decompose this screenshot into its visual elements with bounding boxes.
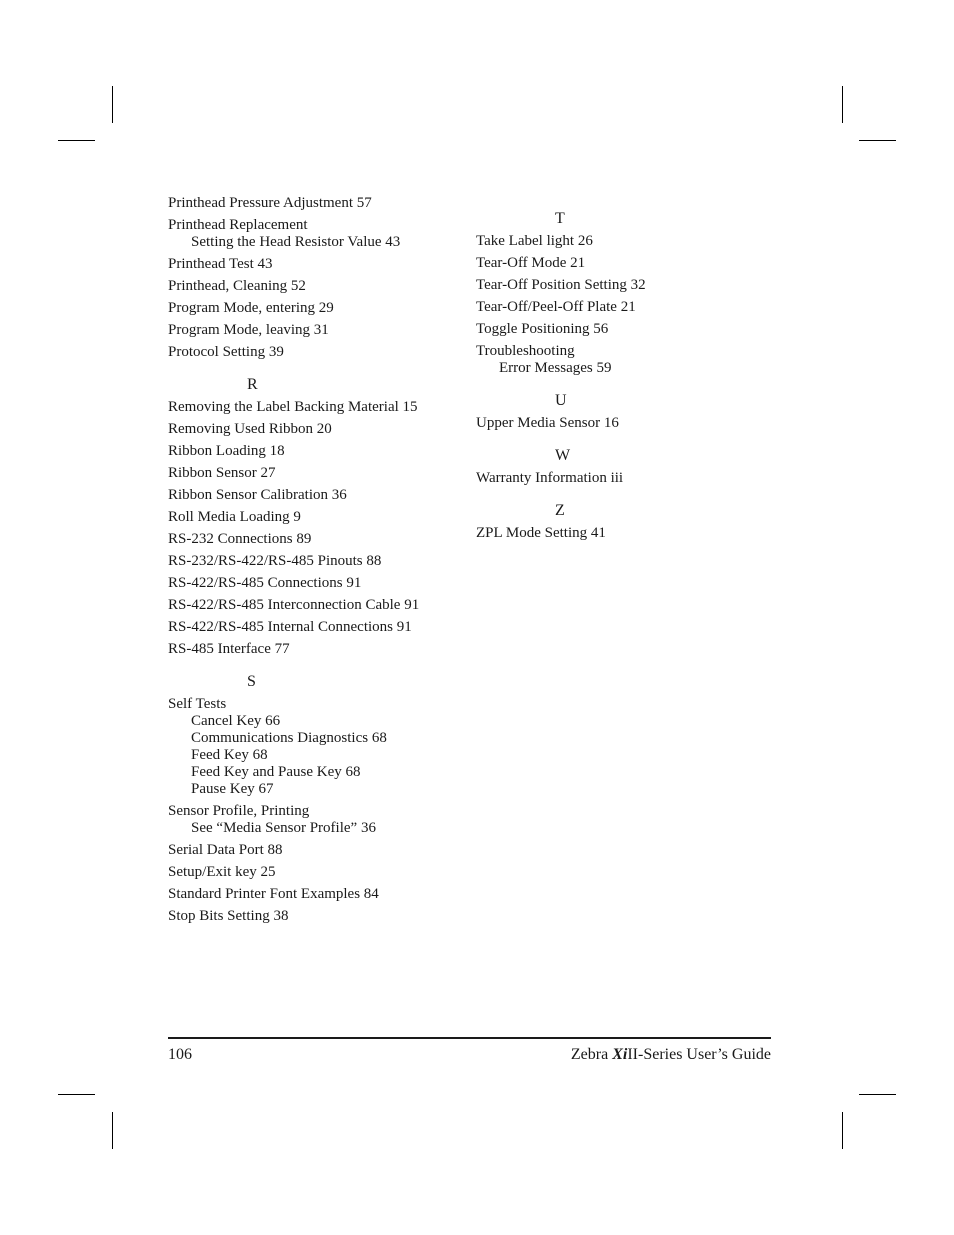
index-entry-main: RS-485 Interface 77 bbox=[168, 641, 290, 657]
index-entry bbox=[168, 300, 458, 317]
index-entry bbox=[168, 842, 458, 859]
index-entry-main: RS-422/RS-485 Interconnection Cable 91 bbox=[168, 597, 420, 613]
index-entry-main: Setup/Exit key 25 bbox=[168, 864, 276, 880]
index-entry bbox=[168, 509, 458, 526]
index-entry bbox=[168, 619, 458, 636]
index-entry bbox=[168, 256, 458, 273]
crop-mark-top-left-horizontal bbox=[58, 140, 95, 141]
index-entry-main: Removing Used Ribbon 20 bbox=[168, 421, 332, 437]
crop-mark-bottom-left-vertical bbox=[112, 1112, 113, 1149]
crop-mark-top-left-vertical bbox=[112, 86, 113, 123]
index-entry bbox=[168, 443, 458, 460]
index-entry bbox=[476, 233, 776, 250]
index-entry-main: Upper Media Sensor 16 bbox=[476, 415, 619, 431]
index-entry bbox=[168, 864, 458, 881]
index-entry bbox=[168, 575, 458, 592]
index-entry-main: Protocol Setting 39 bbox=[168, 344, 284, 360]
index-subentry: See “Media Sensor Profile” 36 bbox=[191, 820, 376, 836]
index-entry bbox=[168, 344, 458, 361]
index-entry-main: Program Mode, entering 29 bbox=[168, 300, 334, 316]
index-subentry: Feed Key and Pause Key 68 bbox=[191, 764, 361, 780]
index-column-right bbox=[476, 195, 776, 547]
index-entry bbox=[476, 415, 776, 432]
index-entry-main: Tear-Off Mode 21 bbox=[476, 255, 586, 271]
index-entry-main: ZPL Mode Setting 41 bbox=[476, 525, 606, 541]
index-entry-main: Printhead, Cleaning 52 bbox=[168, 278, 306, 294]
index-entry-main: Ribbon Sensor 27 bbox=[168, 465, 276, 481]
index-letter-heading: U bbox=[555, 392, 567, 409]
footer-rule bbox=[168, 1037, 771, 1039]
crop-mark-bottom-right-horizontal bbox=[859, 1094, 896, 1095]
index-entry-main: Toggle Positioning 56 bbox=[476, 321, 609, 337]
index-entry-main: Removing the Label Backing Material 15 bbox=[168, 399, 418, 415]
index-letter-heading: T bbox=[555, 210, 565, 227]
index-entry bbox=[168, 553, 458, 570]
index-entry-main: Standard Printer Font Examples 84 bbox=[168, 886, 379, 902]
index-entry-main: Program Mode, leaving 31 bbox=[168, 322, 329, 338]
index-entry bbox=[168, 641, 458, 658]
index-entry-main: Sensor Profile, Printing bbox=[168, 803, 310, 819]
index-entry bbox=[476, 470, 776, 487]
index-subentry: Error Messages 59 bbox=[499, 360, 612, 376]
index-subentry: Cancel Key 66 bbox=[191, 713, 281, 729]
index-entry bbox=[476, 255, 776, 272]
index-entry bbox=[168, 696, 458, 798]
index-entry bbox=[168, 195, 458, 212]
index-entry-main: Warranty Information iii bbox=[476, 470, 624, 486]
index-subentry: Communications Diagnostics 68 bbox=[191, 730, 387, 746]
index-entry bbox=[476, 277, 776, 294]
index-entry-main: Ribbon Sensor Calibration 36 bbox=[168, 487, 347, 503]
index-letter-heading: Z bbox=[555, 502, 565, 519]
index-entry-main: Ribbon Loading 18 bbox=[168, 443, 285, 459]
index-entry-main: Self Tests bbox=[168, 696, 227, 712]
index-entry-main: Troubleshooting bbox=[476, 343, 575, 359]
index-entry bbox=[168, 908, 458, 925]
index-letter-heading: W bbox=[555, 447, 571, 464]
index-subentry: Feed Key 68 bbox=[191, 747, 268, 763]
index-entry bbox=[168, 421, 458, 438]
index-subentry: Setting the Head Resistor Value 43 bbox=[191, 234, 401, 250]
index-entry-main: Printhead Test 43 bbox=[168, 256, 273, 272]
index-entry-main: RS-232 Connections 89 bbox=[168, 531, 312, 547]
index-entry-main: Stop Bits Setting 38 bbox=[168, 908, 289, 924]
index-entry-main: Serial Data Port 88 bbox=[168, 842, 283, 858]
index-entry bbox=[476, 321, 776, 338]
index-entry bbox=[168, 803, 458, 837]
index-entry bbox=[168, 487, 458, 504]
index-letter-heading: S bbox=[247, 673, 256, 690]
index-entry bbox=[476, 525, 776, 542]
index-entry bbox=[168, 217, 458, 251]
guide-title-emphasis: Xi bbox=[612, 1046, 628, 1063]
guide-title bbox=[571, 1046, 771, 1064]
crop-mark-bottom-right-vertical bbox=[842, 1112, 843, 1149]
crop-mark-bottom-left-horizontal bbox=[58, 1094, 95, 1095]
index-entry bbox=[168, 531, 458, 548]
index-entry-main: RS-232/RS-422/RS-485 Pinouts 88 bbox=[168, 553, 382, 569]
crop-mark-top-right-horizontal bbox=[859, 140, 896, 141]
index-subentry: Pause Key 67 bbox=[191, 781, 274, 797]
index-entry bbox=[168, 399, 458, 416]
index-entry-main: Tear-Off/Peel-Off Plate 21 bbox=[476, 299, 636, 315]
index-entry-main: Printhead Pressure Adjustment 57 bbox=[168, 195, 372, 211]
index-entry-main: RS-422/RS-485 Internal Connections 91 bbox=[168, 619, 412, 635]
index-entry bbox=[168, 322, 458, 339]
guide-title-prefix: Zebra bbox=[570, 1046, 613, 1063]
index-entry-main: Tear-Off Position Setting 32 bbox=[476, 277, 646, 293]
index-entry bbox=[168, 465, 458, 482]
page-number: 106 bbox=[168, 1046, 192, 1063]
index-entry-main: Roll Media Loading 9 bbox=[168, 509, 301, 525]
index-entry bbox=[476, 343, 776, 377]
index-entry-main: Printhead Replacement bbox=[168, 217, 308, 233]
index-entry bbox=[476, 299, 776, 316]
index-entry-main: RS-422/RS-485 Connections 91 bbox=[168, 575, 362, 591]
crop-mark-top-right-vertical bbox=[842, 86, 843, 123]
index-column-left bbox=[168, 195, 458, 930]
index-letter-heading: R bbox=[247, 376, 258, 393]
guide-title-suffix: II-Series User’s Guide bbox=[627, 1046, 771, 1063]
index-entry bbox=[168, 597, 458, 614]
index-entry bbox=[168, 278, 458, 295]
index-entry-main: Take Label light 26 bbox=[476, 233, 593, 249]
index-entry bbox=[168, 886, 458, 903]
